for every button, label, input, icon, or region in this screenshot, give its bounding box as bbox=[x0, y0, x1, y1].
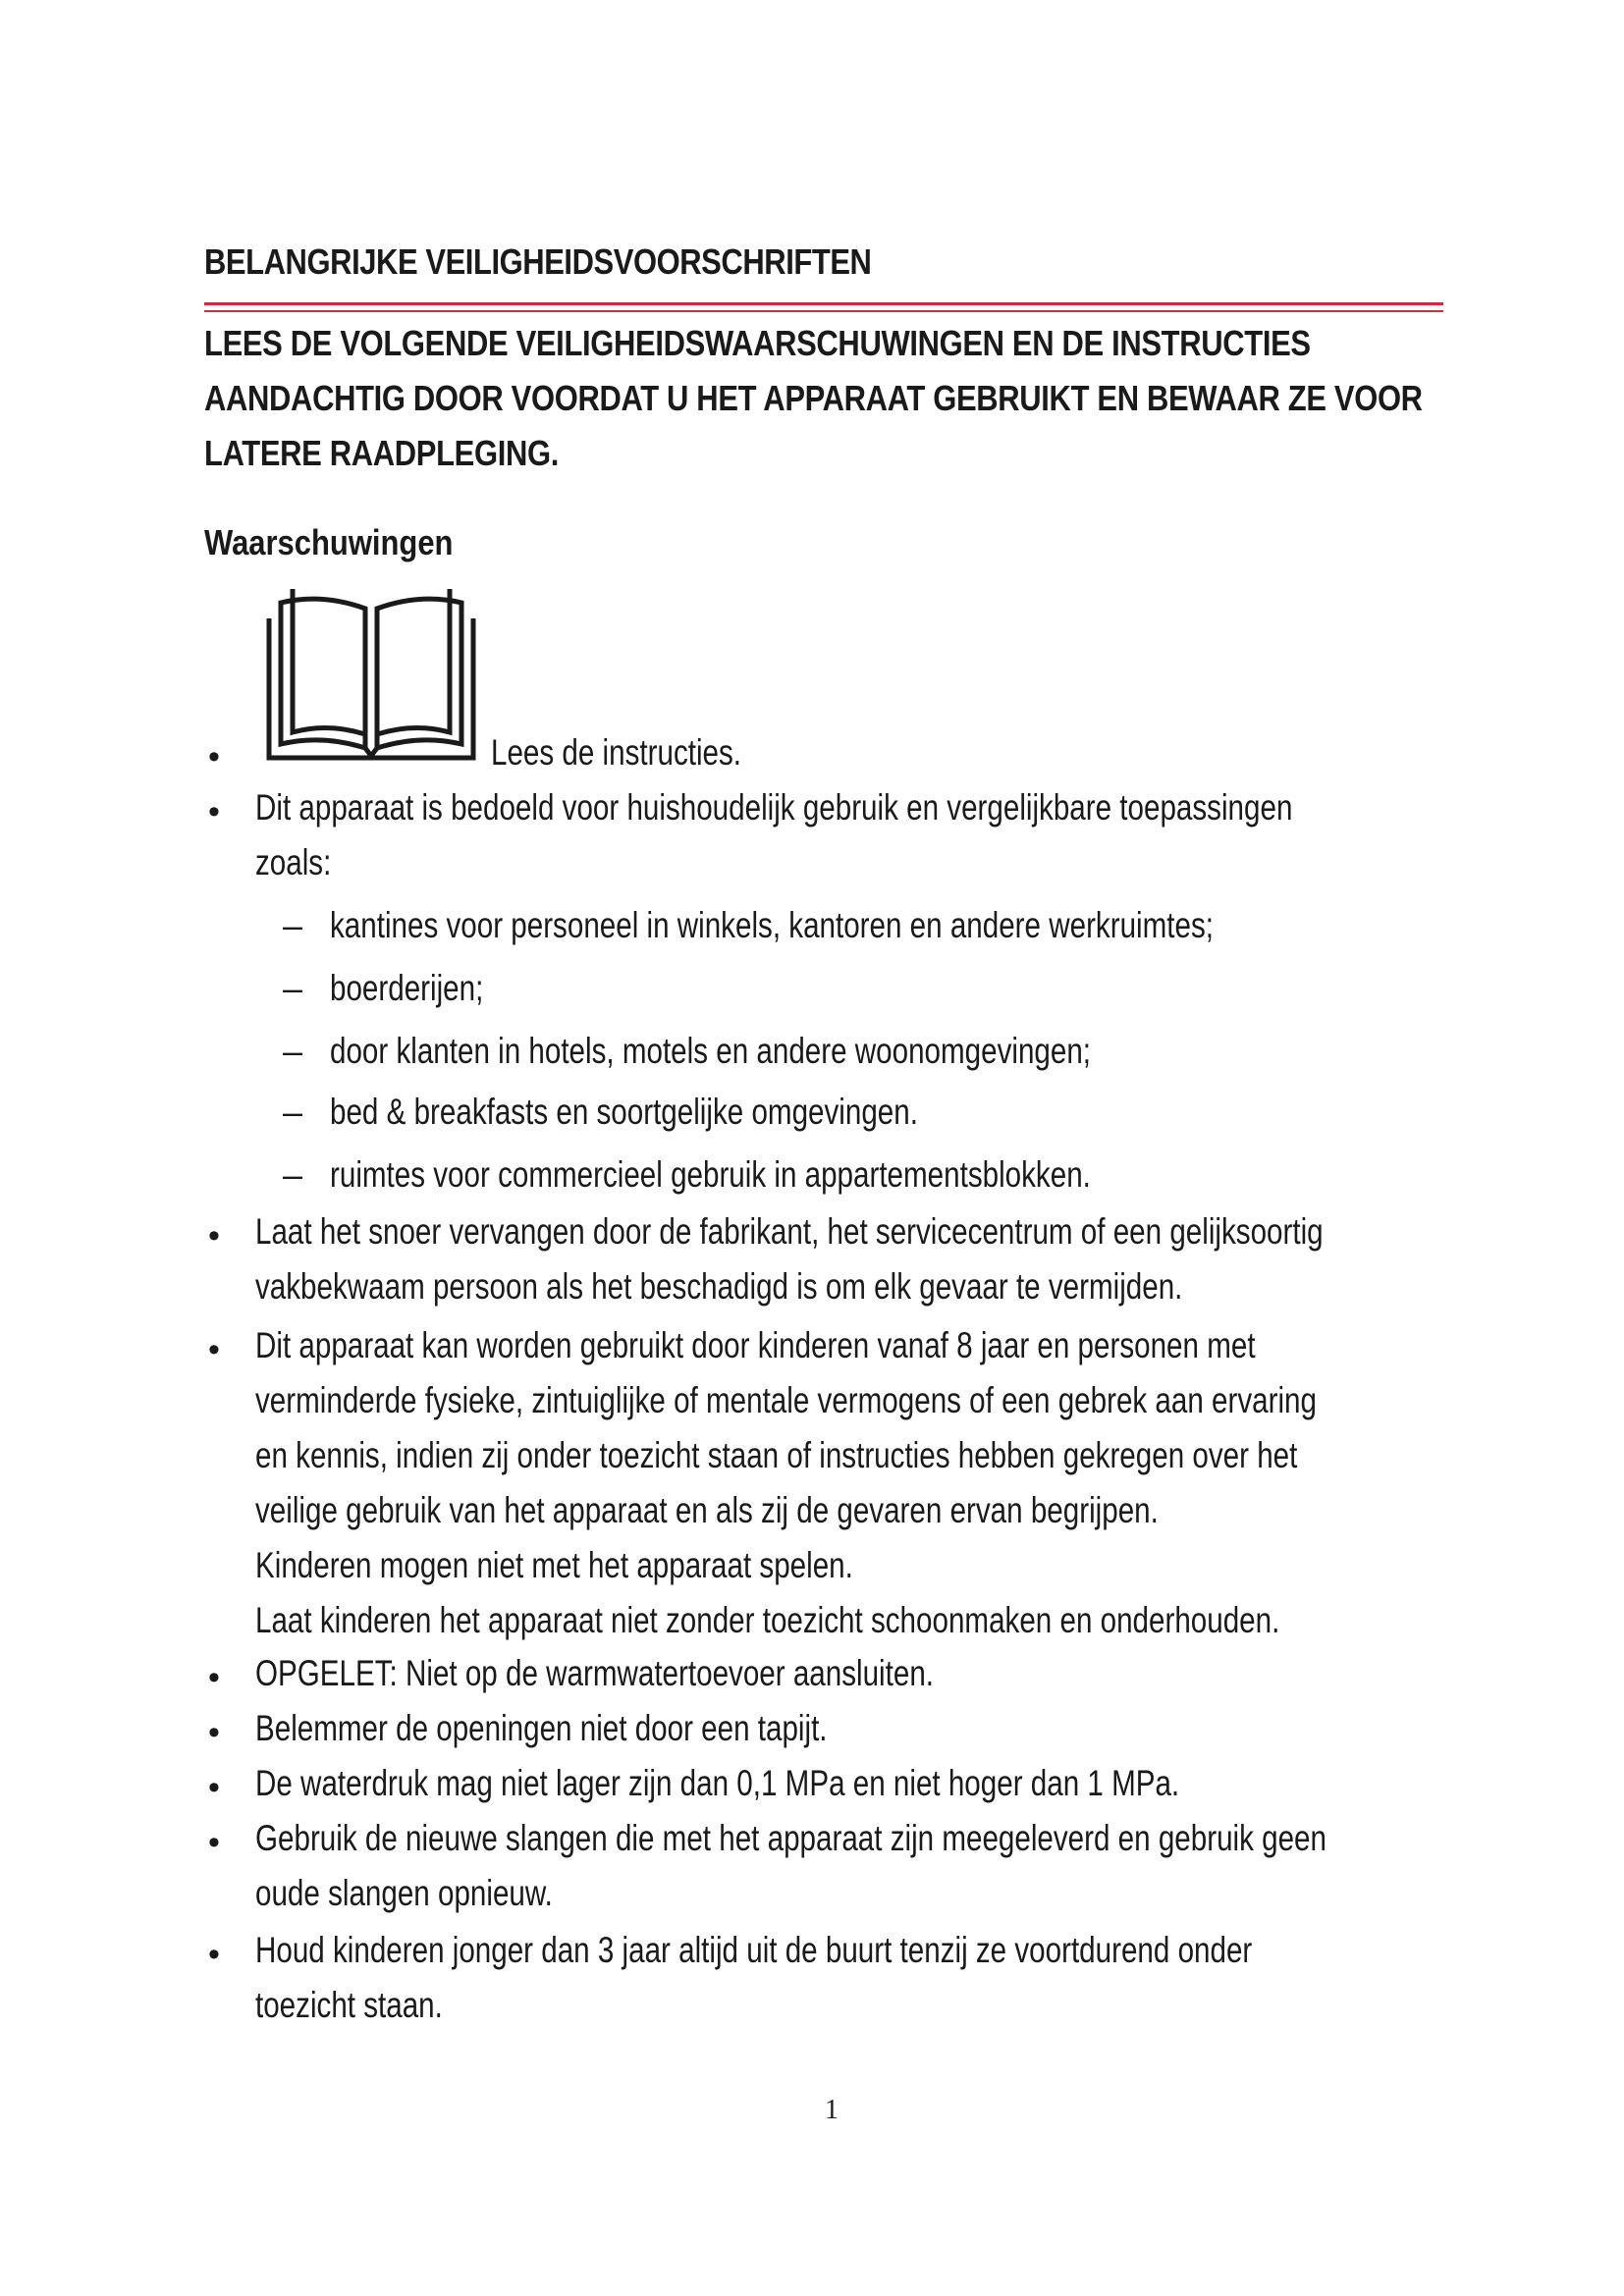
bullet: • bbox=[208, 1769, 220, 1806]
list-item-text: Belemmer de openingen niet door een tapijt. bbox=[255, 1708, 828, 1748]
instruction-heading-line: LATERE RAADPLEGING. bbox=[204, 433, 559, 473]
bullet: • bbox=[208, 738, 220, 775]
instruction-heading-line: LEES DE VOLGENDE VEILIGHEIDSWAARSCHUWINGEN EN DE INSTRUCTIES bbox=[204, 323, 1311, 363]
bullet: • bbox=[208, 1936, 220, 1973]
sub-item-text: kantines voor personeel in winkels, kantoren en andere werkruimtes; bbox=[330, 905, 1214, 945]
list-item-text: toezicht staan. bbox=[255, 1985, 443, 2025]
list-item-text: De waterdruk mag niet lager zijn dan 0,1 MPa en niet hoger dan 1 MPa. bbox=[255, 1763, 1180, 1803]
sub-item-text: ruimtes voor commercieel gebruik in appartementsblokken. bbox=[330, 1154, 1091, 1195]
open-book-icon bbox=[263, 579, 479, 766]
list-item-text: zoals: bbox=[255, 842, 332, 882]
page-number: 1 bbox=[825, 2095, 839, 2125]
list-item-text: Dit apparaat kan worden gebruikt door kinderen vanaf 8 jaar en personen met bbox=[255, 1325, 1256, 1365]
title-rule-top bbox=[204, 302, 1443, 305]
list-item-text: Lees de instructies. bbox=[491, 732, 742, 773]
sub-item-text: door klanten in hotels, motels en andere woonomgevingen; bbox=[330, 1031, 1092, 1071]
bullet: • bbox=[208, 1659, 220, 1696]
dash: – bbox=[283, 1092, 303, 1132]
list-item-text: verminderde fysieke, zintuiglijke of mentale vermogens of een gebrek aan ervaring bbox=[255, 1380, 1317, 1420]
sub-item-text: bed & breakfasts en soortgelijke omgevingen. bbox=[330, 1092, 918, 1132]
list-item-text: veilige gebruik van het apparaat en als zij de gevaren ervan begrijpen. bbox=[255, 1490, 1159, 1530]
list-item-text: Dit apparaat is bedoeld voor huishoudelijk gebruik en vergelijkbare toepassingen bbox=[255, 787, 1293, 828]
dash: – bbox=[283, 968, 303, 1008]
list-item-text: Laat kinderen het apparaat niet zonder toezicht schoonmaken en onderhouden. bbox=[255, 1600, 1280, 1640]
list-item-text: oude slangen opnieuw. bbox=[255, 1873, 553, 1913]
instruction-heading-line: AANDACHTIG DOOR VOORDAT U HET APPARAAT GEBRUIKT EN BEWAAR ZE VOOR bbox=[204, 378, 1423, 418]
list-item-text: en kennis, indien zij onder toezicht staan of instructies hebben gekregen over het bbox=[255, 1435, 1298, 1475]
bullet: • bbox=[208, 1714, 220, 1751]
list-item-text: Kinderen mogen niet met het apparaat spelen. bbox=[255, 1545, 853, 1585]
list-item-text: Laat het snoer vervangen door de fabrikant, het servicecentrum of een gelijksoortig bbox=[255, 1211, 1324, 1252]
dash: – bbox=[283, 1031, 303, 1071]
sub-item-text: boerderijen; bbox=[330, 968, 484, 1008]
list-item-text: OPGELET: Niet op de warmwatertoevoer aansluiten. bbox=[255, 1653, 935, 1693]
bullet: • bbox=[208, 1331, 220, 1368]
section-heading: Waarschuwingen bbox=[204, 522, 454, 562]
bullet: • bbox=[208, 1824, 220, 1861]
bullet: • bbox=[208, 793, 220, 830]
bullet: • bbox=[208, 1217, 220, 1255]
title-rule-bottom bbox=[204, 310, 1443, 312]
instruction-heading bbox=[204, 316, 1454, 481]
dash: – bbox=[283, 905, 303, 945]
list-item-text: vakbekwaam persoon als het beschadigd is om elk gevaar te vermijden. bbox=[255, 1266, 1183, 1307]
page-title: BELANGRIJKE VEILIGHEIDSVOORSCHRIFTEN bbox=[204, 241, 872, 282]
list-item-text: Houd kinderen jonger dan 3 jaar altijd uit de buurt tenzij ze voortdurend onder bbox=[255, 1930, 1253, 1970]
dash: – bbox=[283, 1154, 303, 1195]
list-item-text: Gebruik de nieuwe slangen die met het apparaat zijn meegeleverd en gebruik geen bbox=[255, 1818, 1326, 1858]
